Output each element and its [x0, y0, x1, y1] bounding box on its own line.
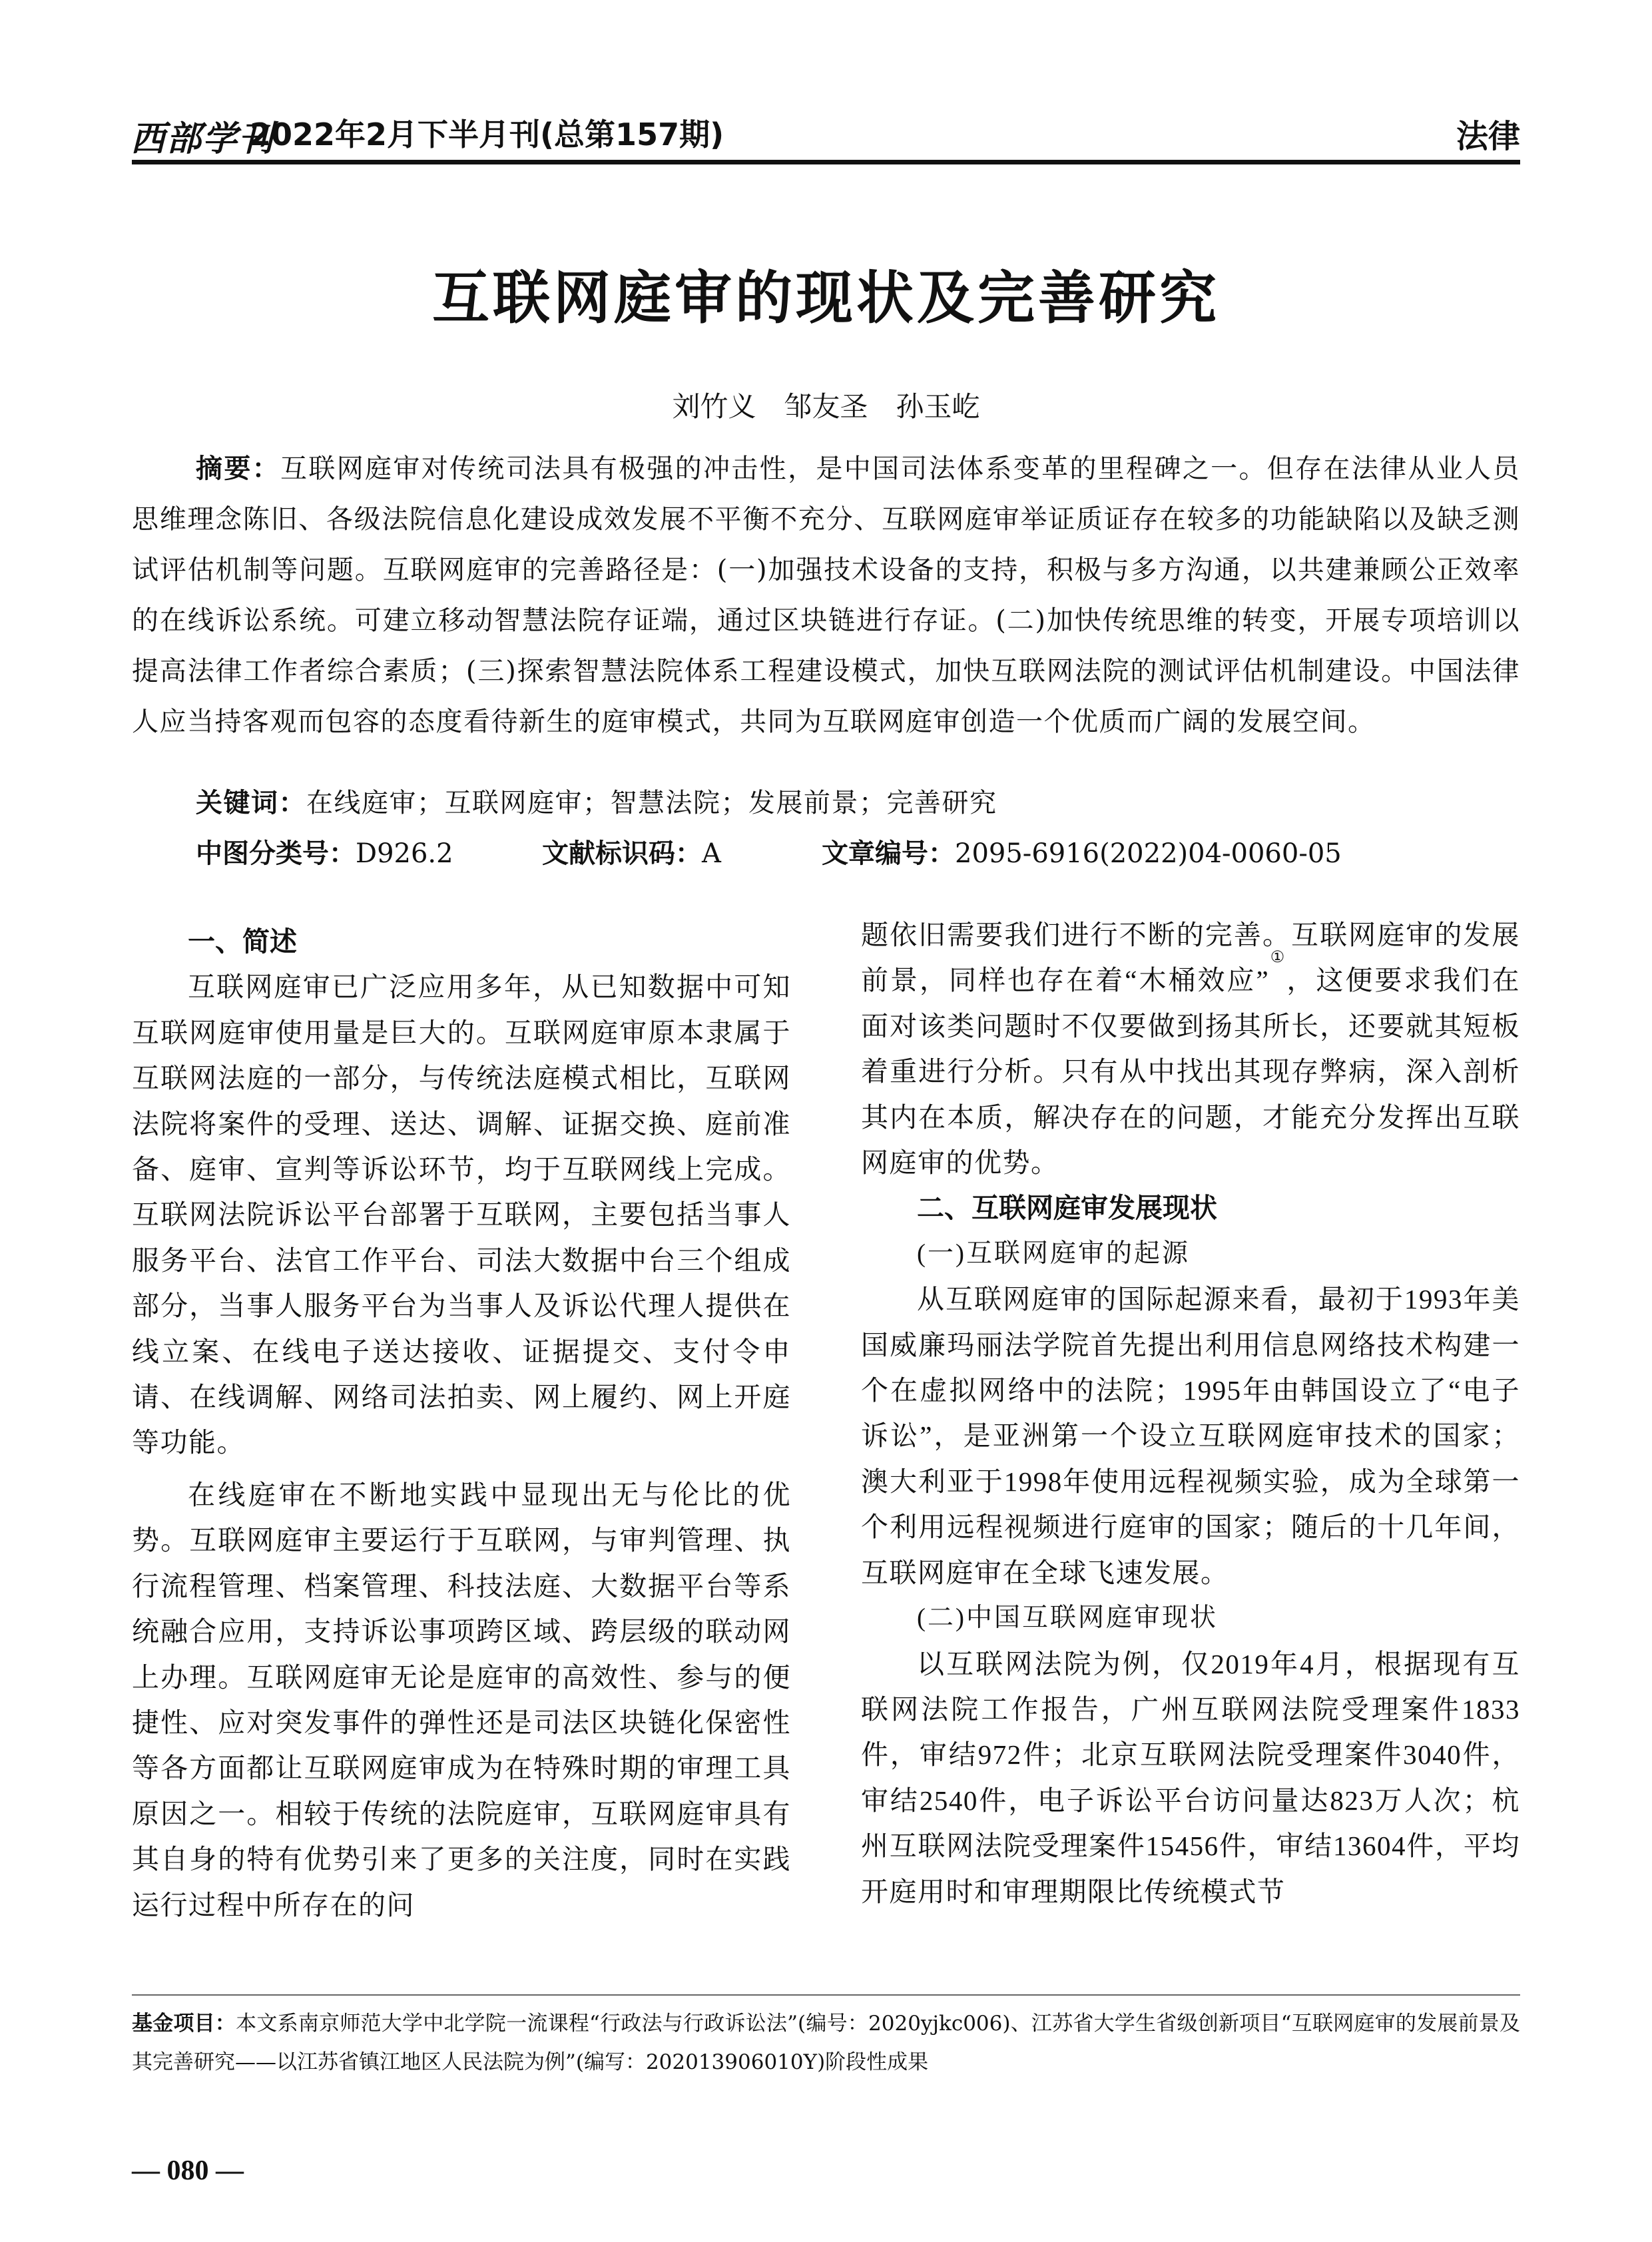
paragraph-text: 题依旧需要我们进行不断的完善。互联网庭审的发展前景，同样也存在着“木桶效应” [861, 920, 1520, 996]
funding-text: 本文系南京师范大学中北学院一流课程“行政法与行政诉讼法”(编号：2020yjkc006)、江苏省大学生省级创新项目“互联网庭审的发展前景及其完善研究——以江苏省镇江地区人民法院为例”(编写：202013906010Y)阶段性成果 [132, 2012, 1521, 2074]
abstract-text: 互联网庭审对传统司法具有极强的冲击性，是中国司法体系变革的里程碑之一。但存在法律从业人员思维理念陈旧、各级法院信息化建设成效发展不平衡不充分、互联网庭审举证质证存在较多的功能缺陷以及缺乏测试评估机制等问题。互联网庭审的完善路径是：(一)加强技术设备的支持，积极与多方沟通，以共建兼顾公正效率的在线诉讼系统。可建立移动智慧法院存证端，通过区块链进行存证。(二)加快传统思维的转变，开展专项培训以提高法律工作者综合素质；(三)探索智慧法院体系工程建设模式，加快互联网法院的测试评估机制建设。中国法律人应当持客观而包容的态度看待新生的庭审模式，共同为互联网庭审创造一个优质而广阔的发展空间。 [132, 453, 1521, 737]
clc-label: 中图分类号： [196, 838, 356, 869]
doc-value: A [702, 838, 721, 869]
footnote-marker: ① [1269, 949, 1287, 967]
page-number: — 080 — [132, 2155, 244, 2186]
doc-code [542, 828, 822, 879]
section-heading: 一、简述 [188, 926, 297, 958]
header-rule [132, 160, 1520, 164]
section-label: 法律 [1456, 118, 1520, 155]
doc-label: 文献标识码： [542, 838, 702, 869]
body-left-column [132, 919, 791, 1928]
subsection-heading: (一)互联网庭审的起源 [917, 1239, 1190, 1268]
paragraph: 互联网庭审已广泛应用多年，从已知数据中可知互联网庭审使用量是巨大的。互联网庭审原本隶属于互联网法庭的一部分，与传统法庭模式相比，互联网法院将案件的受理、送达、调解、证据交换、庭前准备、庭审、宣判等诉讼环节，均于互联网线上完成。互联网法院诉讼平台部署于互联网，主要包括当事人服务平台、法官工作平台、司法大数据中台三个组成部分，当事人服务平台为当事人及诉讼代理人提供在线立案、在线电子送达接收、证据提交、支付令申请、在线调解、网络司法拍卖、网上履约、网上开庭等功能。 [132, 972, 791, 1458]
keywords-text: 在线庭审；互联网庭审；智慧法院；发展前景；完善研究 [306, 788, 997, 818]
body-right-column [861, 912, 1520, 1914]
article-title: 互联网庭审的现状及完善研究 [432, 265, 1220, 332]
clc-code [196, 828, 542, 879]
paragraph: 以互联网法院为例，仅2019年4月，根据现有互联网法院工作报告，广州互联网法院受理案件1833件，审结972件；北京互联网法院受理案件3040件，审结2540件，电子诉讼平台访问量达823万人次；杭州互联网法院受理案件15456件，审结13604件，平均开庭用时和审理期限比传统模式节 [861, 1648, 1520, 1907]
clc-value: D926.2 [356, 838, 453, 869]
funding-note [132, 2004, 1520, 2082]
authors: 刘竹义 邹友圣 孙玉屹 [672, 390, 980, 423]
issue-info: 2022年2月下半月刊(总第157期) [250, 117, 724, 152]
subsection-heading: (二)中国互联网庭审现状 [917, 1603, 1218, 1633]
abstract [132, 443, 1520, 747]
paragraph [861, 912, 1520, 1185]
classification-row [196, 828, 1521, 879]
section-heading: 二、互联网庭审发展现状 [917, 1192, 1217, 1225]
paragraph: 从互联网庭审的国际起源来看，最初于1993年美国威廉玛丽法学院首先提出利用信息网络技术构建一个在虚拟网络中的法院；1995年由韩国设立了“电子诉讼”，是亚洲第一个设立互联网庭审技术的国家；澳大利亚于1998年使用远程视频实验，成为全球第一个利用远程视频进行庭审的国家；随后的十几年间，互联网庭审在全球飞速发展。 [861, 1284, 1520, 1588]
keywords-label: 关键词： [196, 788, 306, 818]
art-value: 2095-6916(2022)04-0060-05 [955, 838, 1342, 869]
paragraph: 在线庭审在不断地实践中显现出无与伦比的优势。互联网庭审主要运行于互联网，与审判管理、执行流程管理、档案管理、科技法庭、大数据平台等系统融合应用，支持诉讼事项跨区域、跨层级的联动网上办理。互联网庭审无论是庭审的高效性、参与的便捷性、应对突发事件的弹性还是司法区块链化保密性等各方面都让互联网庭审成为在特殊时期的审理工具原因之一。相较于传统的法院庭审，互联网庭审具有其自身的特有优势引来了更多的关注度，同时在实践运行过程中所存在的问 [132, 1479, 791, 1920]
article-number [822, 828, 1342, 879]
art-label: 文章编号： [822, 838, 955, 869]
funding-label: 基金项目： [132, 2012, 236, 2036]
footnote-rule [132, 1994, 1520, 1996]
abstract-label: 摘要： [196, 453, 281, 484]
journal-name: 西部学刊 [131, 119, 275, 159]
keywords [196, 778, 997, 828]
paragraph-text: ，这便要求我们在面对该类问题时不仅要做到扬其所长，还要就其短板着重进行分析。只有从中找出其现存弊病，深入剖析其内在本质，解决存在的问题，才能充分发挥出互联网庭审的优势。 [861, 965, 1521, 1179]
